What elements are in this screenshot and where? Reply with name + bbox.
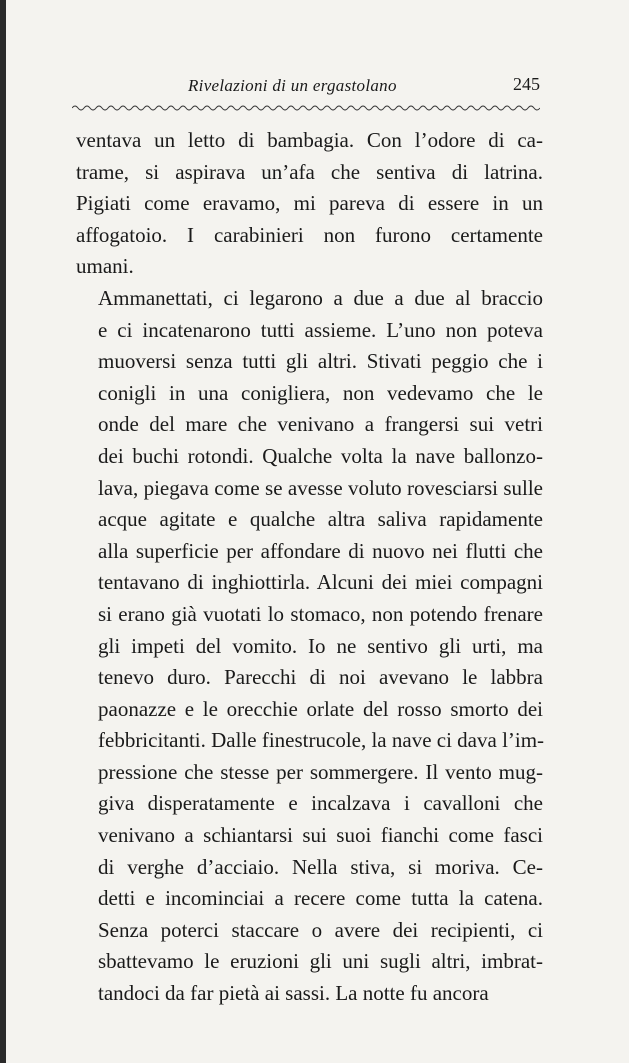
running-head [70, 72, 540, 100]
text-line: trame, si aspirava un’afa che sentiva di latrina. [76, 159, 543, 184]
text-line: pressione che stesse per sommergere. Il vento mug- [98, 759, 543, 784]
paragraph [76, 283, 543, 1010]
text-line: onde del mare che venivano a frangersi sui vetri [98, 412, 543, 437]
text-line: dei buchi rotondi. Qualche volta la nave ballonzo- [98, 443, 543, 468]
text-line: giva disperatamente e incalzava i cavalloni che [98, 791, 543, 816]
decorative-wavy-rule [72, 103, 540, 113]
text-line: Pigiati come eravamo, mi pareva di essere in un [76, 191, 543, 216]
text-line: Ammanettati, ci legarono a due a due al braccio [98, 285, 543, 310]
text-line: gli impeti del vomito. Io ne sentivo gli urti, ma [98, 633, 543, 658]
text-line: umani. [76, 254, 134, 279]
text-line: conigli in una conigliera, non vedevamo che le [98, 380, 543, 405]
text-line: acque agitate e qualche altra saliva rapidamente [98, 507, 543, 532]
text-line: detti e incominciai a recere come tutta la catena. [98, 886, 543, 911]
text-line: tenevo duro. Parecchi di noi avevano le labbra [98, 665, 543, 690]
page-number: 245 [513, 74, 540, 94]
text-line: lava, piegava come se avesse voluto rovesciarsi sulle [98, 475, 543, 500]
running-title: Rivelazioni di un ergastolano [188, 76, 397, 95]
text-line: tandoci da far pietà ai sassi. La notte fu ancora [98, 981, 489, 1006]
text-line: Senza poterci staccare o avere dei recipienti, ci [98, 917, 543, 942]
text-line: di verghe d’acciaio. Nella stiva, si moriva. Ce- [98, 854, 543, 879]
text-line: si erano già vuotati lo stomaco, non potendo frenare [98, 601, 543, 626]
text-line: tentavano di inghiottirla. Alcuni dei miei compagni [98, 570, 543, 595]
text-line: muoversi senza tutti gli altri. Stivati peggio che i [98, 349, 543, 374]
text-line: ventava un letto di bambagia. Con l’odore di ca- [76, 128, 543, 152]
text-line: venivano a schiantarsi sui suoi fianchi come fasci [98, 823, 543, 848]
paragraph [76, 125, 543, 283]
text-line: sbattevamo le eruzioni gli uni sugli altri, imbrat- [98, 949, 543, 974]
text-line: paonazze e le orecchie orlate del rosso smorto dei [98, 696, 543, 721]
text-line: febbricitanti. Dalle finestrucole, la nave ci dava l’im- [98, 728, 545, 753]
page-gutter-shadow [0, 0, 6, 1063]
text-line: e ci incatenarono tutti assieme. L’uno non poteva [98, 317, 543, 342]
text-line: affogatoio. I carabinieri non furono certamente [76, 222, 543, 247]
text-line: alla superficie per affondare di nuovo nei flutti che [98, 538, 543, 563]
body-text [76, 125, 543, 1010]
